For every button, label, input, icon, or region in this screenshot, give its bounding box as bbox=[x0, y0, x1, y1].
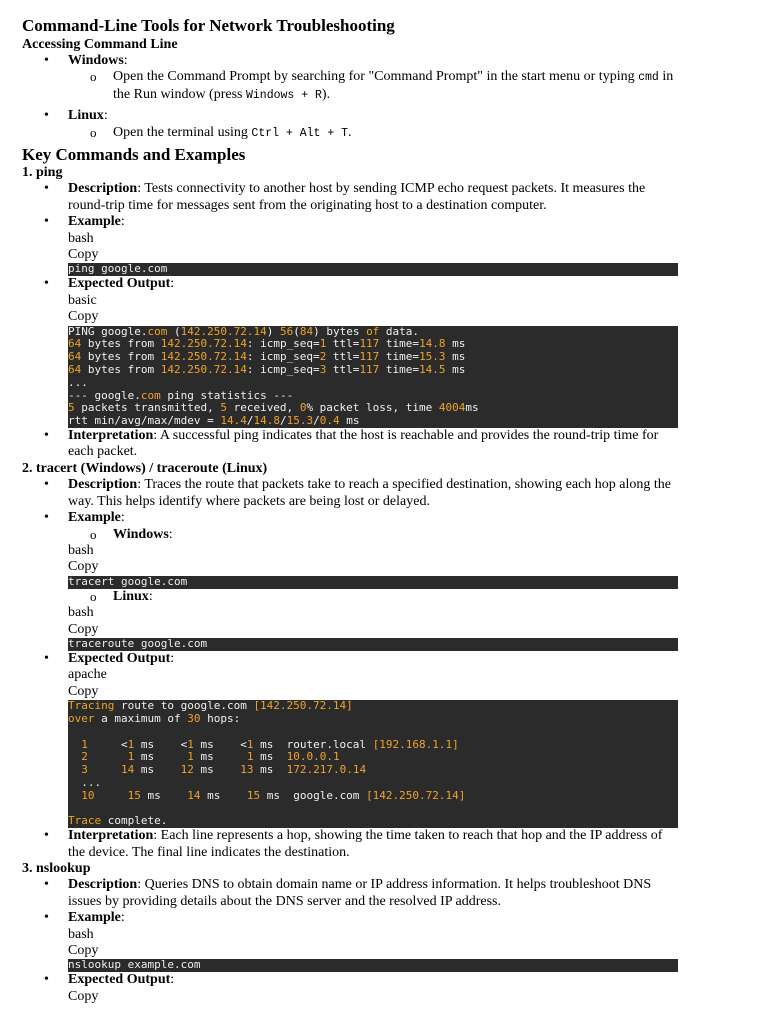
code-block: ping google.com bbox=[68, 263, 678, 276]
tracert-description: • Description: Traces the route that packets take to reach a specified destination, showing each hop along the way. This helps identify where packets are being lost or delayed. bbox=[22, 477, 682, 510]
nslookup-heading: 3. nslookup bbox=[22, 860, 91, 876]
code-language-label: bash bbox=[68, 926, 94, 942]
ping-list bbox=[22, 181, 682, 460]
tracert-interpretation: • Interpretation: Each line represents a hop, showing the time taken to reach that hop and the IP address of the device. The final line indicates the destination. bbox=[22, 828, 682, 861]
windows-label: Windows bbox=[68, 53, 124, 68]
copy-button[interactable]: Copy bbox=[68, 559, 99, 575]
code-block: tracert google.com bbox=[68, 576, 678, 589]
nslookup-list bbox=[22, 877, 682, 1005]
linux-label: Linux bbox=[68, 108, 104, 124]
code-language-label: basic bbox=[68, 292, 97, 308]
copy-button[interactable]: Copy bbox=[68, 621, 99, 637]
nslookup-example: • Example: bash Copy nslookup example.com bbox=[22, 910, 682, 972]
ping-heading: 1. ping bbox=[22, 165, 63, 181]
access-list bbox=[22, 53, 682, 142]
ping-interpretation: • Interpretation: A successful ping indicates that the host is reachable and provides the round-trip time for each packet. bbox=[22, 428, 682, 461]
document bbox=[22, 16, 682, 1005]
code-language-label: apache bbox=[68, 667, 107, 683]
tracert-linux-label: o Linux: bbox=[22, 589, 682, 605]
copy-button[interactable]: Copy bbox=[68, 683, 99, 699]
code-block: nslookup example.com bbox=[68, 959, 678, 972]
nslookup-description: • Description: Queries DNS to obtain domain name or IP address information. It helps troubleshoot DNS issues by providing details about the DNS server and the resolved IP address. bbox=[22, 877, 682, 910]
code-language-label: bash bbox=[68, 230, 94, 246]
tracert-heading: 2. tracert (Windows) / traceroute (Linux) bbox=[22, 460, 268, 476]
key-commands-heading: Key Commands and Examples bbox=[22, 145, 246, 165]
tracert-example: • Example: o Windows: bash Copy tracert google.com o Linux: bash Copy traceroute google.com bbox=[22, 510, 682, 651]
windows-instruction: o Open the Command Prompt by searching for "Command Prompt" in the start menu or typing cmd in the Run window (press Windows + R). bbox=[22, 69, 682, 104]
tracert-output-block: Tracing route to google.com [142.250.72.14] over a maximum of 30 hops: 1 <1 ms <1 ms <1 ms router.local [192.168.1.1] 2 1 ms 1 ms 1 ms 10.0.0.1 3 14 ms 12 ms 13 ms 172.217.0.14 ... 10 15 ms 14 ms 15 ms google.com [142.250.72.14] Trace complete. bbox=[68, 700, 678, 828]
code-language-label: bash bbox=[68, 605, 94, 621]
ping-example: • Example: bash Copy ping google.com bbox=[22, 214, 682, 276]
copy-button[interactable]: Copy bbox=[68, 942, 99, 958]
page-title: Command-Line Tools for Network Troubleshooting bbox=[22, 16, 395, 35]
ping-description: • Description: Tests connectivity to another host by sending ICMP echo request packets. It measures the round-trip time for messages sent from the originating host to a destination computer. bbox=[22, 181, 682, 214]
code-block: traceroute google.com bbox=[68, 638, 678, 651]
ping-output-block: PING google.com (142.250.72.14) 56(84) bytes of data. 64 bytes from 142.250.72.14: icmp_seq=1 ttl=117 time=14.8 ms 64 bytes from 142.250.72.14: icmp_seq=2 ttl=117 time=15.3 ms 64 bytes from 142.250.72.14: icmp_seq=3 ttl=117 time=14.5 ms ... --- google.com ping statistics --- 5 packets transmitted, 5 received, 0% packet loss, time 4004ms rtt min/avg/max/mdev = 14.4/14.8/15.3/0.4 ms bbox=[68, 326, 678, 428]
access-heading: Accessing Command Line bbox=[22, 37, 178, 52]
tracert-expected-output: • Expected Output: apache Copy Tracing route to google.com [142.250.72.14] over a maximum of 30 hops: 1 <1 ms <1 ms <1 ms router.local [192.168.1.1] 2 1 ms 1 ms 1 ms 10.0.0.1 3 14 ms 12 ms 13 ms 172.217.0.14 ... 10 15 ms 14 ms 15 ms google.com [142.250.72.14] Trace complete. bbox=[22, 651, 682, 828]
copy-button[interactable]: Copy bbox=[68, 988, 99, 1004]
access-linux-item: • Linux: o Open the terminal using Ctrl + Alt + T. bbox=[22, 108, 682, 142]
ping-expected-output: • Expected Output: basic Copy PING google.com (142.250.72.14) 56(84) bytes of data. 64 bytes from 142.250.72.14: icmp_seq=1 ttl=117 time=14.8 ms 64 bytes from 142.250.72.14: icmp_seq=2 ttl=117 time=15.3 ms 64 bytes from 142.250.72.14: icmp_seq=3 ttl=117 time=14.5 ms ... --- google.com ping statistics --- 5 packets transmitted, 5 received, 0% packet loss, time 4004ms rtt min/avg/max/mdev = 14.4/14.8/15.3/0.4 ms bbox=[22, 276, 682, 428]
copy-button[interactable]: Copy bbox=[68, 247, 99, 263]
tracert-windows-label: o Windows: bbox=[22, 527, 682, 543]
code-language-label: bash bbox=[68, 542, 94, 558]
access-windows-item: • Windows: o Open the Command Prompt by searching for "Command Prompt" in the start menu or typing cmd in the Run window (press Windows + R). bbox=[22, 53, 682, 104]
tracert-list bbox=[22, 477, 682, 861]
linux-instruction: o Open the terminal using Ctrl + Alt + T. bbox=[22, 125, 682, 142]
copy-button[interactable]: Copy bbox=[68, 309, 99, 325]
nslookup-expected-output: • Expected Output: Copy bbox=[22, 972, 682, 1005]
